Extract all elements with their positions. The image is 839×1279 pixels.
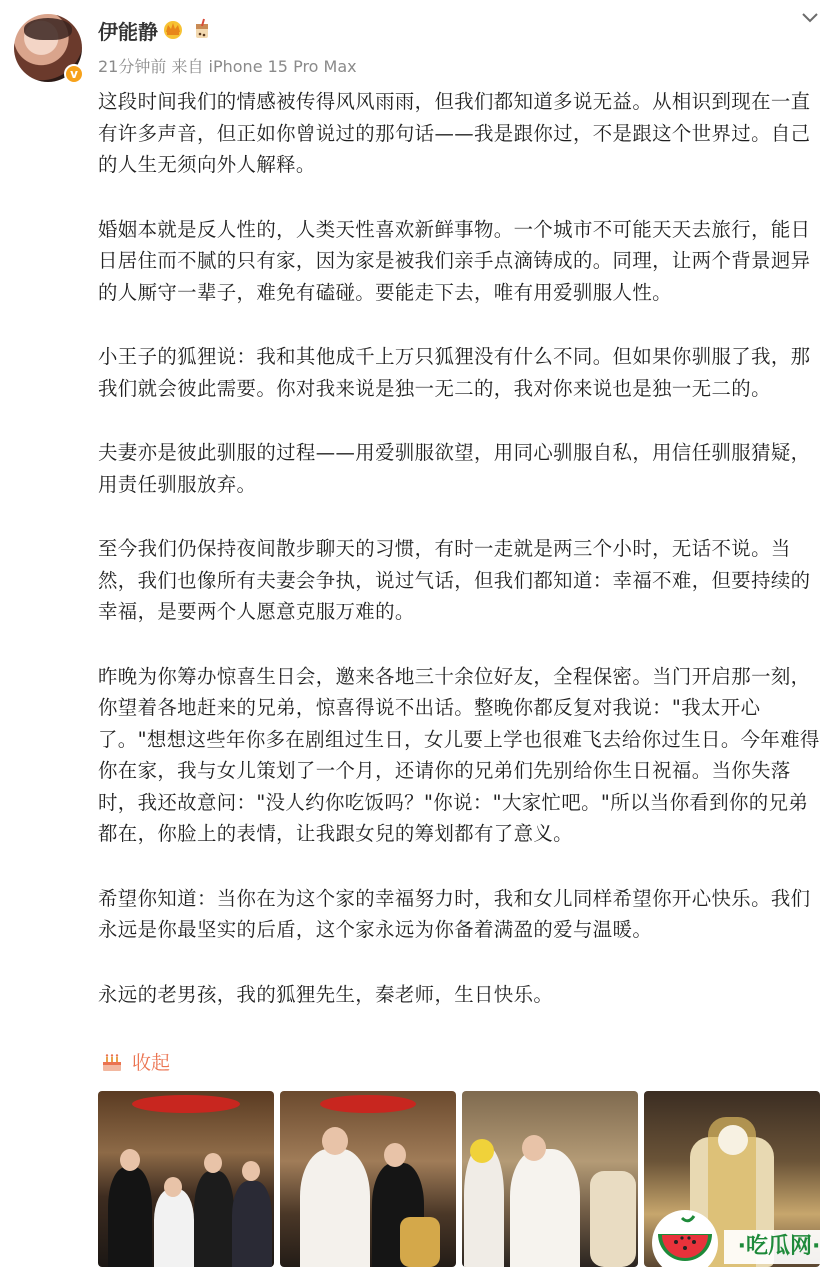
watermelon-logo <box>652 1210 718 1276</box>
post-text <box>98 86 826 1043</box>
collapse-label: 收起 <box>132 1052 171 1074</box>
collapse-button[interactable] <box>100 1048 170 1075</box>
milk-tea-icon <box>192 18 212 40</box>
watermark-text: ·吃瓜网· <box>724 1230 834 1264</box>
post-paragraph: 昨晚为你筹办惊喜生日会，邀来各地三十余位好友，全程保密。当门开启那一刻，你望着各地赶来的兄弟，惊喜得说不出话。整晚你都反复对我说："我太开心了。"想想这些年你多在剧组过生日，女儿要上学也很难飞去给你过生日。今年难得你在家，我与女儿策划了一个月，还请你的兄弟们先别给你生日祝福。当你失落时，我还故意问："没人约你吃饭吗？"你说："大家忙吧。"所以当你看到你的兄弟都在，你脸上的表情，让我跟女兒的筹划都有了意义。 <box>98 664 820 845</box>
post-paragraph: 这段时间我们的情感被传得风风雨雨，但我们都知道多说无益。从相识到现在一直有许多声音，但正如你曾说过的那句话——我是跟你过，不是跟这个世界过。自己的人生无须向外人解释。 <box>98 90 811 176</box>
verified-badge: v <box>64 64 84 84</box>
crown-icon <box>162 19 184 39</box>
post-paragraph: 婚姻本就是反人性的，人类天性喜欢新鲜事物。一个城市不可能天天去旅行，能日日居住而不腻的只有家，因为家是被我们亲手点滴铸成的。同理，让两个背景迥异的人厮守一辈子，难免有磕碰。要能走下去，唯有用爱驯服人性。 <box>98 217 811 304</box>
photo-thumbnail[interactable] <box>462 1091 638 1267</box>
username[interactable]: 伊能静 <box>98 20 158 44</box>
chevron-down-icon[interactable] <box>798 8 822 28</box>
photo-thumbnail[interactable] <box>280 1091 456 1267</box>
cake-icon <box>100 1050 124 1074</box>
post-paragraph: 夫妻亦是彼此驯服的过程——用爱驯服欲望，用同心驯服自私，用信任驯服猜疑，用责任驯服放弃。 <box>98 441 811 496</box>
post-paragraph: 至今我们仍保持夜间散步聊天的习惯，有时一走就是两三个小时，无话不说。当然，我们也像所有夫妻会争执，说过气话，但我们都知道：幸福不难，但要持续的幸福，是要两个人愿意克服万难的。 <box>98 537 811 623</box>
photo-thumbnail[interactable] <box>98 1091 274 1267</box>
post-paragraph: 希望你知道：当你在为这个家的幸福努力时，我和女儿同样希望你开心快乐。我们永远是你最坚实的后盾，这个家永远为你备着满盈的爱与温暖。 <box>98 886 811 941</box>
post-paragraph: 永远的老男孩，我的狐狸先生，秦老师，生日快乐。 <box>98 982 554 1006</box>
post-paragraph: 小王子的狐狸说：我和其他成千上万只狐狸没有什么不同。但如果你驯服了我，那我们就会彼此需要。你对我来说是独一无二的，我对你来说也是独一无二的。 <box>98 345 811 400</box>
post-meta: 21分钟前 来自 iPhone 15 Pro Max <box>98 57 357 76</box>
